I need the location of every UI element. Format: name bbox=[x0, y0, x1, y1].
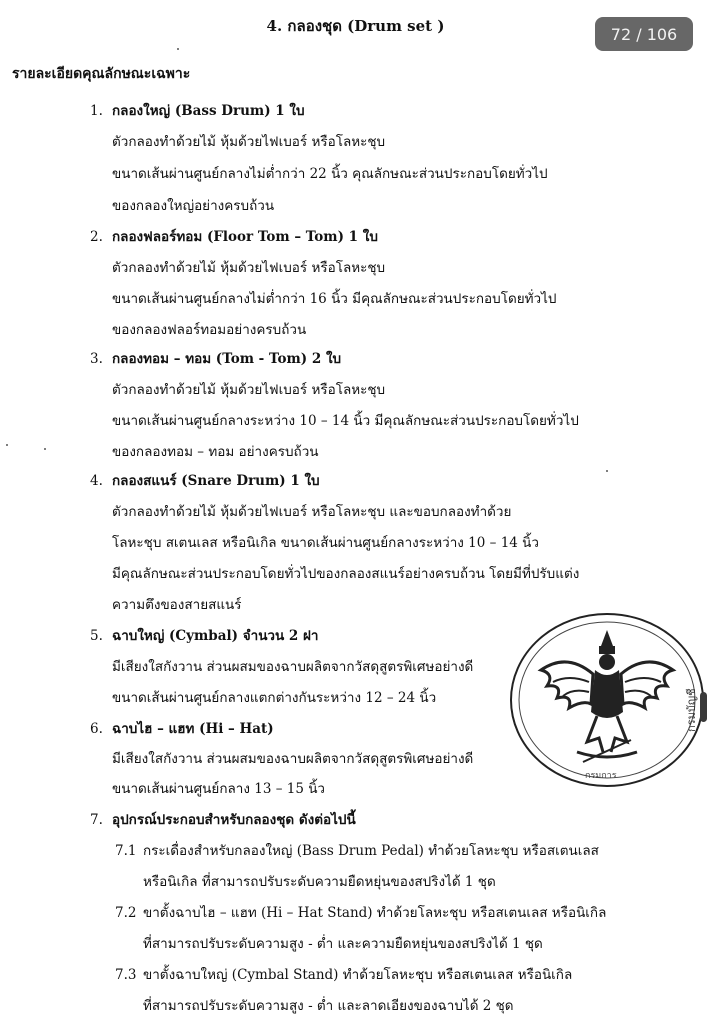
item-number: 5. bbox=[90, 628, 103, 644]
item-line: โลหะชุบ สเตนเลส หรือนิเกิล ขนาดเส้นผ่านศูนย์กลางระหว่าง 10 – 14 นิ้ว bbox=[112, 535, 539, 551]
item-line: ขนาดเส้นผ่านศูนย์กลางไม่ต่ำกว่า 16 นิ้ว มีคุณลักษณะส่วนประกอบโดยทั่วไป bbox=[112, 291, 557, 307]
item-line: ความตึงของสายสแนร์ bbox=[112, 597, 242, 613]
page-counter: 72 / 106 bbox=[595, 17, 693, 51]
item-line: ตัวกลองทำด้วยไม้ หุ้มด้วยไฟเบอร์ หรือโลหะชุบ และขอบกลองทำด้วย bbox=[112, 504, 512, 520]
subitem-line: หรือนิเกิล ที่สามารถปรับระดับความยืดหยุ่นของสปริงได้ 1 ชุด bbox=[143, 874, 496, 890]
subitem-line: ขาตั้งฉาบไฮ – แฮท (Hi – Hat Stand) ทำด้วยโลหะชุบ หรือสเตนเลส หรือนิเกิล bbox=[143, 905, 607, 921]
scan-speck bbox=[44, 448, 46, 450]
item-line: ขนาดเส้นผ่านศูนย์กลางไม่ต่ำกว่า 22 นิ้ว คุณลักษณะส่วนประกอบโดยทั่วไป bbox=[112, 166, 548, 182]
item-line: ตัวกลองทำด้วยไม้ หุ้มด้วยไฟเบอร์ หรือโลหะชุบ bbox=[112, 134, 386, 150]
item-number: 4. bbox=[90, 473, 103, 489]
scan-speck bbox=[6, 444, 8, 446]
item-number: 2. bbox=[90, 229, 103, 245]
scroll-handle[interactable] bbox=[700, 692, 707, 722]
item-heading: ฉาบใหญ่ (Cymbal) จำนวน 2 ฝา bbox=[112, 628, 319, 644]
page-title: 4. กลองชุด (Drum set ) bbox=[266, 17, 445, 35]
subitem-number: 7.1 bbox=[115, 843, 137, 859]
item-number: 7. bbox=[90, 812, 103, 828]
item-line: มีเสียงใสกังวาน ส่วนผสมของฉาบผลิตจากวัสดุสูตรพิเศษอย่างดี bbox=[112, 659, 474, 675]
item-line: ของกลองฟลอร์ทอมอย่างครบถ้วน bbox=[112, 322, 307, 338]
item-heading: ฉาบไฮ – แฮท (Hi – Hat) bbox=[112, 721, 274, 737]
item-line: ของกลองทอม – ทอม อย่างครบถ้วน bbox=[112, 444, 319, 460]
item-heading: อุปกรณ์ประกอบสำหรับกลองชุด ดังต่อไปนี้ bbox=[112, 812, 356, 828]
subitem-line: ที่สามารถปรับระดับความสูง - ต่ำ และลาดเอียงของฉาบได้ 2 ชุด bbox=[143, 998, 514, 1014]
item-line: ตัวกลองทำด้วยไม้ หุ้มด้วยไฟเบอร์ หรือโลหะชุบ bbox=[112, 260, 386, 276]
subitem-line: ขาตั้งฉาบใหญ่ (Cymbal Stand) ทำด้วยโลหะชุบ หรือสเตนเลส หรือนิเกิล bbox=[143, 967, 573, 983]
item-heading: กลองทอม – ทอม (Tom - Tom) 2 ใบ bbox=[112, 351, 342, 367]
item-line: มีคุณลักษณะส่วนประกอบโดยทั่วไปของกลองสแนร์อย่างครบถ้วน โดยมีที่ปรับแต่ง bbox=[112, 566, 580, 582]
item-line: ขนาดเส้นผ่านศูนย์กลางแตกต่างกันระหว่าง 12 – 24 นิ้ว bbox=[112, 690, 437, 706]
item-line: มีเสียงใสกังวาน ส่วนผสมของฉาบผลิตจากวัสดุสูตรพิเศษอย่างดี bbox=[112, 751, 474, 767]
item-line: ตัวกลองทำด้วยไม้ หุ้มด้วยไฟเบอร์ หรือโลหะชุบ bbox=[112, 382, 386, 398]
subitem-line: ที่สามารถปรับระดับความสูง - ต่ำ และความยืดหยุ่นของสปริงได้ 1 ชุด bbox=[143, 936, 543, 952]
subitem-number: 7.3 bbox=[115, 967, 137, 983]
item-number: 6. bbox=[90, 721, 103, 737]
item-heading: กลองฟลอร์ทอม (Floor Tom – Tom) 1 ใบ bbox=[112, 229, 378, 245]
section-heading: รายละเอียดคุณลักษณะเฉพาะ bbox=[12, 66, 191, 82]
subitem-line: กระเดื่องสำหรับกลองใหญ่ (Bass Drum Pedal) ทำด้วยโลหะชุบ หรือสเตนเลส bbox=[143, 843, 599, 859]
item-number: 1. bbox=[90, 103, 103, 119]
garuda-seal-stamp bbox=[507, 612, 707, 792]
seal-side-text: กรมบัญชี bbox=[685, 688, 698, 732]
scan-speck bbox=[177, 48, 179, 50]
item-line: ขนาดเส้นผ่านศูนย์กลางระหว่าง 10 – 14 นิ้ว มีคุณลักษณะส่วนประกอบโดยทั่วไป bbox=[112, 413, 579, 429]
item-heading: กลองใหญ่ (Bass Drum) 1 ใบ bbox=[112, 103, 305, 119]
item-line: ขนาดเส้นผ่านศูนย์กลาง 13 – 15 นิ้ว bbox=[112, 781, 326, 797]
item-line: ของกลองใหญ่อย่างครบถ้วน bbox=[112, 198, 275, 214]
item-heading: กลองสแนร์ (Snare Drum) 1 ใบ bbox=[112, 473, 320, 489]
seal-bottom-text: กรมการ bbox=[585, 771, 617, 781]
item-number: 3. bbox=[90, 351, 103, 367]
scan-speck bbox=[606, 470, 608, 472]
subitem-number: 7.2 bbox=[115, 905, 137, 921]
